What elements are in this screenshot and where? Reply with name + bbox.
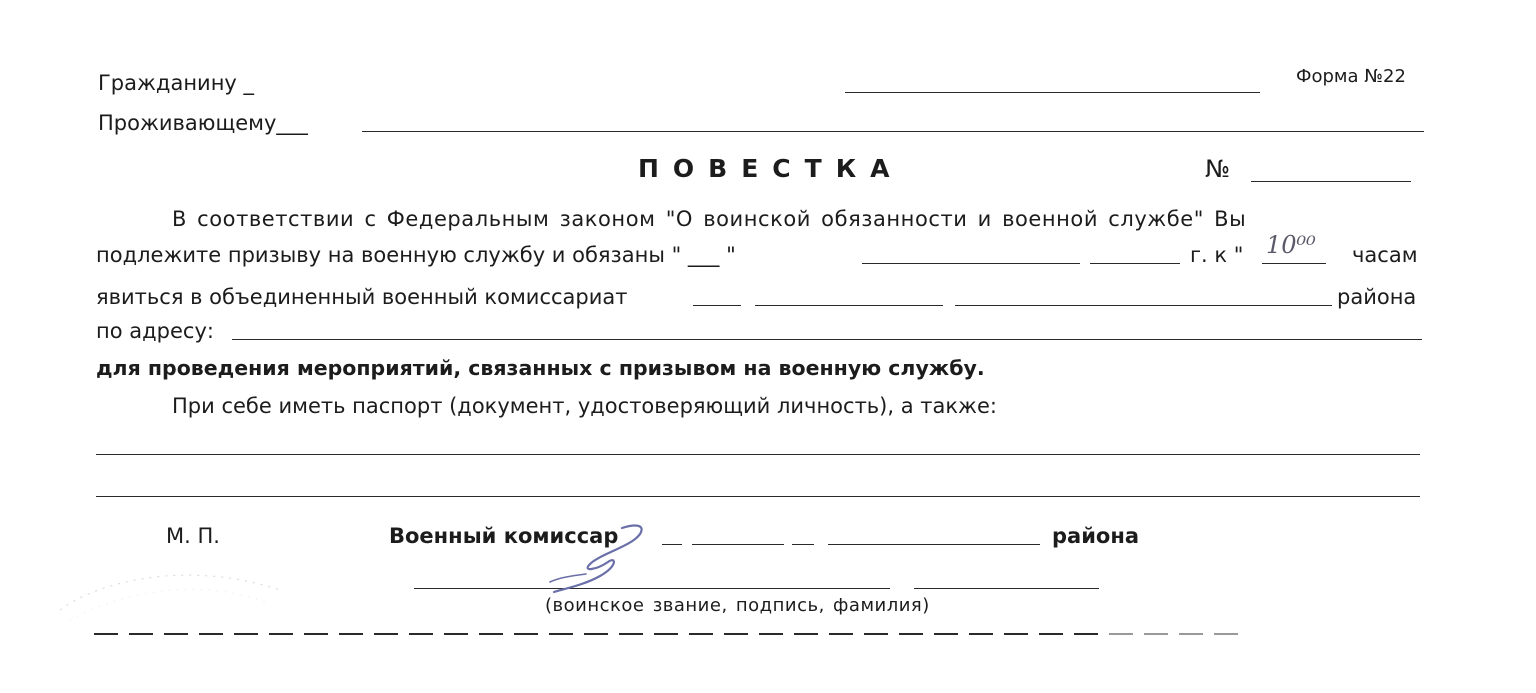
extra-documents-line-2 <box>96 496 1420 497</box>
body-line-2-a: подлежите призыву на военную службу и обязаны " ___ " <box>96 243 736 267</box>
cut-line-dash <box>689 633 713 635</box>
cut-line-dash <box>444 633 468 635</box>
cut-line-dash <box>584 633 608 635</box>
date-line-2 <box>1090 263 1180 264</box>
cut-line-dash <box>969 633 993 635</box>
body-line-5: для проведения мероприятий, связанных с призывом на военную службу. <box>96 356 985 380</box>
extra-documents-line-1 <box>96 454 1420 455</box>
cut-line-dash <box>899 633 923 635</box>
form-number: Форма №22 <box>1296 66 1406 87</box>
cut-line-dash <box>479 633 503 635</box>
stamp-place-label: М. П. <box>166 524 220 548</box>
citizen-label: Гражданину _ <box>98 71 255 95</box>
signature-scribble <box>530 522 670 602</box>
number-label: № <box>1205 155 1230 183</box>
cut-line-dash <box>1144 633 1168 635</box>
cut-line-dash <box>409 633 433 635</box>
cut-line-dash <box>619 633 643 635</box>
cut-line-dash <box>829 633 853 635</box>
cut-line-dash <box>1109 633 1133 635</box>
date-line-1 <box>862 263 1080 264</box>
document-title: ПОВЕСТКА <box>638 154 904 183</box>
signature-line-2 <box>914 588 1099 589</box>
commissar-line-2 <box>692 544 784 545</box>
cut-line-dash <box>164 633 188 635</box>
cut-line-dash <box>1214 633 1238 635</box>
body-line-2-b: г. к " <box>1190 243 1244 267</box>
cut-line-dash <box>1179 633 1203 635</box>
cut-line-dash <box>1074 633 1098 635</box>
body-line-2-c: часам <box>1352 243 1418 267</box>
commissar-line-3 <box>792 544 814 545</box>
cut-line-dash <box>129 633 153 635</box>
cut-line-dash <box>794 633 818 635</box>
cut-line-dash <box>374 633 398 635</box>
handwritten-time: 10⁰⁰ <box>1266 231 1316 259</box>
cut-line-dash <box>934 633 958 635</box>
cut-line-dash <box>1004 633 1028 635</box>
commissariat-line-2 <box>755 305 943 306</box>
residing-address-line <box>362 131 1424 132</box>
cut-line-dash <box>549 633 573 635</box>
cut-line-dash <box>864 633 888 635</box>
body-line-3-b: района <box>1337 285 1417 309</box>
cut-line-dash <box>724 633 748 635</box>
signature-hint: (воинское звание, подпись, фамилия) <box>545 595 930 616</box>
cut-line-dash <box>304 633 328 635</box>
body-line-3-a: явиться в объединенный военный комиссариат <box>96 285 628 309</box>
commissar-line-4 <box>828 544 1040 545</box>
body-line-4: по адресу: <box>96 319 214 343</box>
body-line-6: При себе иметь паспорт (документ, удостоверяющий личность), а также: <box>172 394 997 418</box>
time-line <box>1262 263 1326 264</box>
cut-line-dash <box>269 633 293 635</box>
citizen-name-line <box>845 92 1260 93</box>
cut-line-dash <box>234 633 258 635</box>
faint-stamp-mark <box>40 520 300 630</box>
cut-line-dash <box>339 633 363 635</box>
cut-line-dash <box>94 633 118 635</box>
residing-label: Проживающему___ <box>98 111 308 135</box>
body-line-1: В соответствии с Федеральным законом "О воинской обязанности и военной службе" Вы <box>172 207 1247 231</box>
cut-line-dash <box>759 633 783 635</box>
cut-line-dash <box>654 633 678 635</box>
cut-line-dash <box>1039 633 1063 635</box>
commissariat-line-1 <box>693 305 741 306</box>
cut-line-dash <box>514 633 538 635</box>
commissar-label: Военный комиссар <box>389 524 619 548</box>
district-label: района <box>1052 524 1140 548</box>
address-line <box>232 339 1422 340</box>
commissariat-line-3 <box>955 305 1332 306</box>
cut-line-dash <box>199 633 223 635</box>
number-line <box>1251 181 1411 182</box>
